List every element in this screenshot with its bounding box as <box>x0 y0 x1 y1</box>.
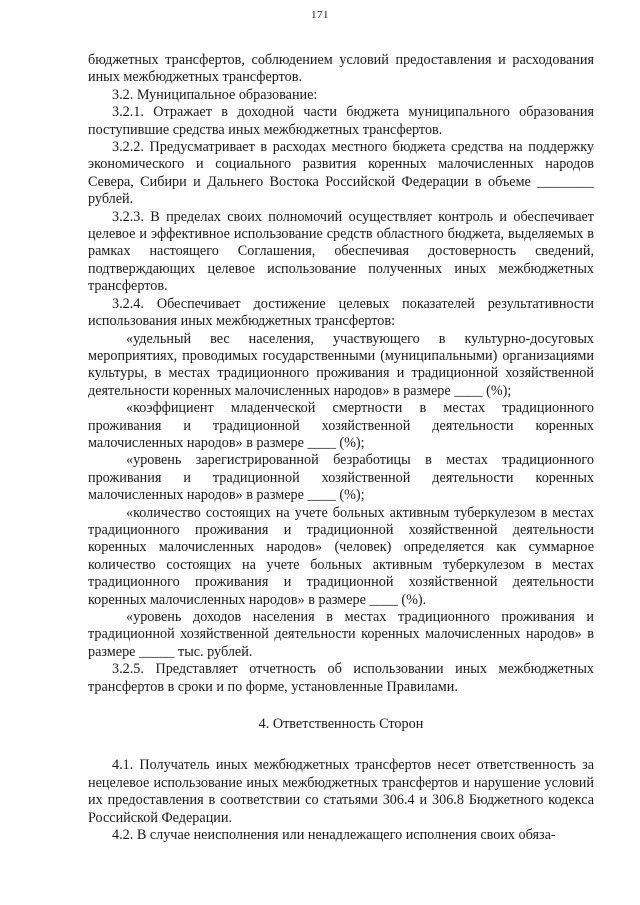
paragraph-3-2-3: 3.2.3. В пределах своих полномочий осуществляет контроль и обеспечивает целевое и эффективное использование средств областного бюджета, выделяемых в рамках настоящего Соглашения, обеспечивая достоверность сведений, подтверждающих целевое использование полученных иных межбюджетных трансфертов. <box>88 208 594 295</box>
section-heading-4: 4. Ответственность Сторон <box>258 716 424 733</box>
paragraph-continuation: бюджетных трансфертов, соблюдением условий предоставления и расходования иных межбюджетных трансфертов. <box>88 52 594 86</box>
paragraph-3-2: 3.2. Муниципальное образование: <box>112 86 318 103</box>
indicator-income-level: «уровень доходов населения в местах традиционного проживания и традиционной хозяйственной деятельности коренных малочисленных народов» в размере _____ тыс. рублей. <box>88 609 594 660</box>
indicator-cultural-participation: «удельный вес населения, участвующего в культурно-досуговых мероприятиях, проводимых государственными (муниципальными) организациями культуры, в местах традиционного проживания и традиционной хозяйственной деятельности коренных малочисленных народов» в размере ____ (%); <box>88 330 594 399</box>
document-body <box>88 52 594 844</box>
paragraph-4-1: 4.1. Получатель иных межбюджетных трансфертов несет ответственность за нецелевое использование иных межбюджетных трансфертов и нарушение условий их предоставления в соответствии со статьями 306.4 и 306.8 Бюджетного кодекса Российской Федерации. <box>88 757 594 826</box>
paragraph-3-2-1: 3.2.1. Отражает в доходной части бюджета муниципального образования поступившие средства иных межбюджетных трансфертов. <box>88 104 594 138</box>
paragraph-3-2-5: 3.2.5. Представляет отчетность об использовании иных межбюджетных трансфертов в сроки и по форме, установленные Правилами. <box>88 661 594 695</box>
indicator-tuberculosis: «количество состоящих на учете больных активным туберкулезом в местах традиционного проживания и традиционной хозяйственной деятельности коренных малочисленных народов» (человек) определяется как суммарное количество состоящих на учете больных активным туберкулезом в местах традиционного проживания и традиционной хозяйственной деятельности коренных малочисленных народов» в размере ____ (%). <box>88 504 594 608</box>
page-number: 171 <box>311 9 329 21</box>
paragraph-3-2-2: 3.2.2. Предусматривает в расходах местного бюджета средства на поддержку экономического и социального развития коренных малочисленных народов Севера, Сибири и Дальнего Востока Российской Федерации в объеме ________ рублей. <box>88 139 594 208</box>
paragraph-4-2: 4.2. В случае неисполнения или ненадлежащего исполнения своих обяза- <box>112 827 556 844</box>
paragraph-3-2-4: 3.2.4. Обеспечивает достижение целевых показателей результативности использования иных межбюджетных трансфертов: <box>88 295 594 330</box>
indicator-infant-mortality: «коэффициент младенческой смертности в местах традиционного проживания и традиционной хозяйственной деятельности коренных малочисленных народов» в размере ____ (%); <box>88 400 594 451</box>
indicator-unemployment: «уровень зарегистрированной безработицы в местах традиционного проживания и традиционной хозяйственной деятельности коренных малочисленных народов» в размере ____ (%); <box>88 452 594 504</box>
